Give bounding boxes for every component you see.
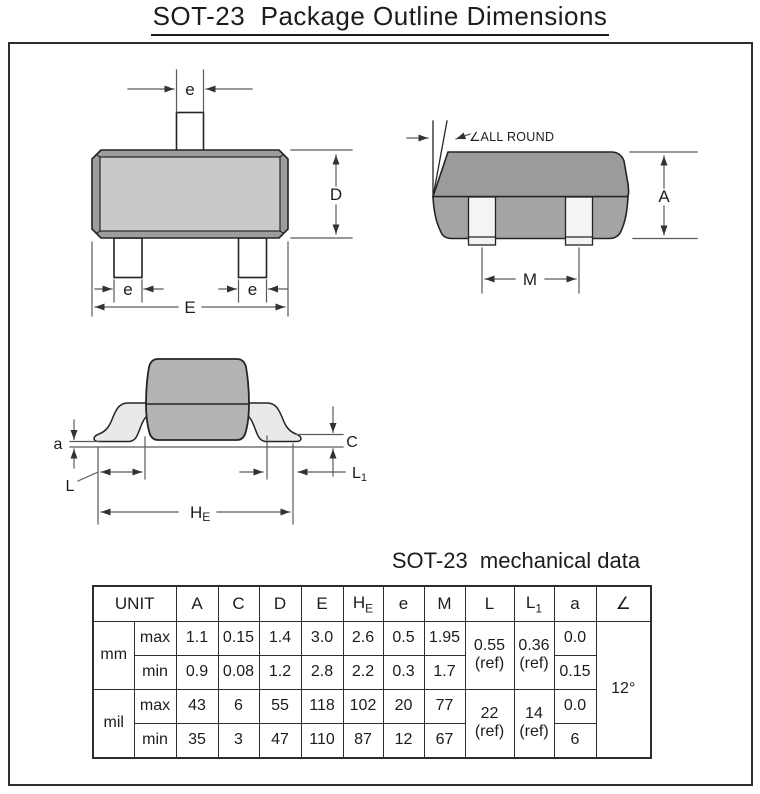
dim-label-d: D	[329, 185, 343, 204]
front-view-diagram	[54, 359, 367, 524]
table-row-mil-min	[93, 723, 651, 758]
cell-mil-max-A: 43	[176, 689, 218, 723]
dim-label-m: M	[522, 270, 538, 289]
cell-mil-min-a: 6	[554, 723, 596, 758]
cell-mm-max-HE: 2.6	[343, 621, 383, 655]
dim-label-e-top: e	[185, 80, 195, 99]
angle-leader-arrow	[456, 134, 470, 139]
cell-mil-min-HE: 87	[343, 723, 383, 758]
cell-mil-max-D: 55	[259, 689, 301, 723]
unit-mil-cell: mil	[93, 689, 134, 758]
side-view-diagram	[407, 121, 697, 293]
cell-mil-L1: 14 (ref)	[514, 689, 554, 758]
cell-mm-min-HE: 2.2	[343, 655, 383, 689]
body-top-face	[433, 152, 629, 197]
cell-mil-min-e: 12	[383, 723, 424, 758]
cell-mm-max-D: 1.4	[259, 621, 301, 655]
cell-mil-max-HE: 102	[343, 689, 383, 723]
cell-mm-max-A: 1.1	[176, 621, 218, 655]
bottom-left-pin	[114, 238, 142, 278]
cell-mil-max-M: 77	[424, 689, 465, 723]
table-row-mm-max	[93, 621, 651, 655]
col-header-L: L	[465, 586, 514, 621]
cell-mm-max-M: 1.95	[424, 621, 465, 655]
dim-label-l: L	[65, 478, 75, 495]
cell-mm-max-E: 3.0	[301, 621, 343, 655]
dim-l	[78, 472, 142, 481]
cell-mil-min-M: 67	[424, 723, 465, 758]
package-body-top-face	[100, 157, 280, 231]
col-header-A: A	[176, 586, 218, 621]
mechanical-data-heading: SOT-23 mechanical data	[391, 548, 641, 573]
mm-max-label-cell: max	[134, 621, 176, 655]
dim-label-e-left: e	[123, 280, 133, 299]
dim-label-e-right: e	[247, 280, 258, 299]
left-lead	[94, 403, 150, 442]
cell-mm-L: 0.55 (ref)	[465, 621, 514, 689]
page-title: SOT-23 Package Outline Dimensions	[151, 1, 610, 36]
cell-mm-min-A: 0.9	[176, 655, 218, 689]
cell-mm-max-a: 0.0	[554, 621, 596, 655]
cell-mm-min-a: 0.15	[554, 655, 596, 689]
cell-mil-min-A: 35	[176, 723, 218, 758]
cell-angle-value: 12°	[596, 621, 651, 758]
cell-mil-max-e: 20	[383, 689, 424, 723]
dim-label-a-height: A	[658, 187, 670, 206]
col-header-a: a	[554, 586, 596, 621]
mm-min-label-cell: min	[134, 655, 176, 689]
cell-mil-min-D: 47	[259, 723, 301, 758]
cell-mil-max-a: 0.0	[554, 689, 596, 723]
dim-label-a-standoff: a	[53, 436, 63, 453]
dim-d	[291, 150, 352, 238]
cell-mm-min-D: 1.2	[259, 655, 301, 689]
unit-header-cell: UNIT	[93, 586, 176, 621]
top-view-diagram	[92, 70, 352, 317]
body-lower-face	[433, 197, 628, 239]
dim-label-c: C	[346, 434, 358, 451]
col-header-angle: ∠	[596, 586, 651, 621]
all-round-label: ∠ALL ROUND	[469, 130, 555, 144]
unit-mm-cell: mm	[93, 621, 134, 689]
dim-label-e-overall: E	[184, 298, 196, 317]
top-pin	[177, 113, 204, 151]
cell-mil-min-E: 110	[301, 723, 343, 758]
col-header-L1: $L_1$	[514, 586, 554, 621]
col-header-HE: $H_E$	[343, 586, 383, 621]
dim-label-l1: L1	[352, 465, 368, 484]
cell-mm-min-e: 0.3	[383, 655, 424, 689]
col-header-C: C	[218, 586, 259, 621]
dim-label-he: HE	[190, 503, 211, 524]
mechanical-data-table	[92, 585, 652, 759]
cell-mil-L: 22 (ref)	[465, 689, 514, 758]
right-lead	[245, 403, 301, 442]
mil-min-label-cell: min	[134, 723, 176, 758]
col-header-D: D	[259, 586, 301, 621]
table-row-mil-max	[93, 689, 651, 723]
table-header-row	[93, 586, 651, 621]
mil-max-label-cell: max	[134, 689, 176, 723]
col-header-E: E	[301, 586, 343, 621]
cell-mm-max-e: 0.5	[383, 621, 424, 655]
cell-mil-min-C: 3	[218, 723, 259, 758]
cell-mm-min-E: 2.8	[301, 655, 343, 689]
cell-mil-max-C: 6	[218, 689, 259, 723]
bottom-right-pin	[239, 238, 267, 278]
cell-mil-max-E: 118	[301, 689, 343, 723]
cell-mm-L1: 0.36 (ref)	[514, 621, 554, 689]
cell-mm-min-M: 1.7	[424, 655, 465, 689]
cell-mm-max-C: 0.15	[218, 621, 259, 655]
cell-mm-min-C: 0.08	[218, 655, 259, 689]
molded-body	[146, 359, 249, 440]
col-header-M: M	[424, 586, 465, 621]
col-header-e: e	[383, 586, 424, 621]
table-row-mm-min	[93, 655, 651, 689]
